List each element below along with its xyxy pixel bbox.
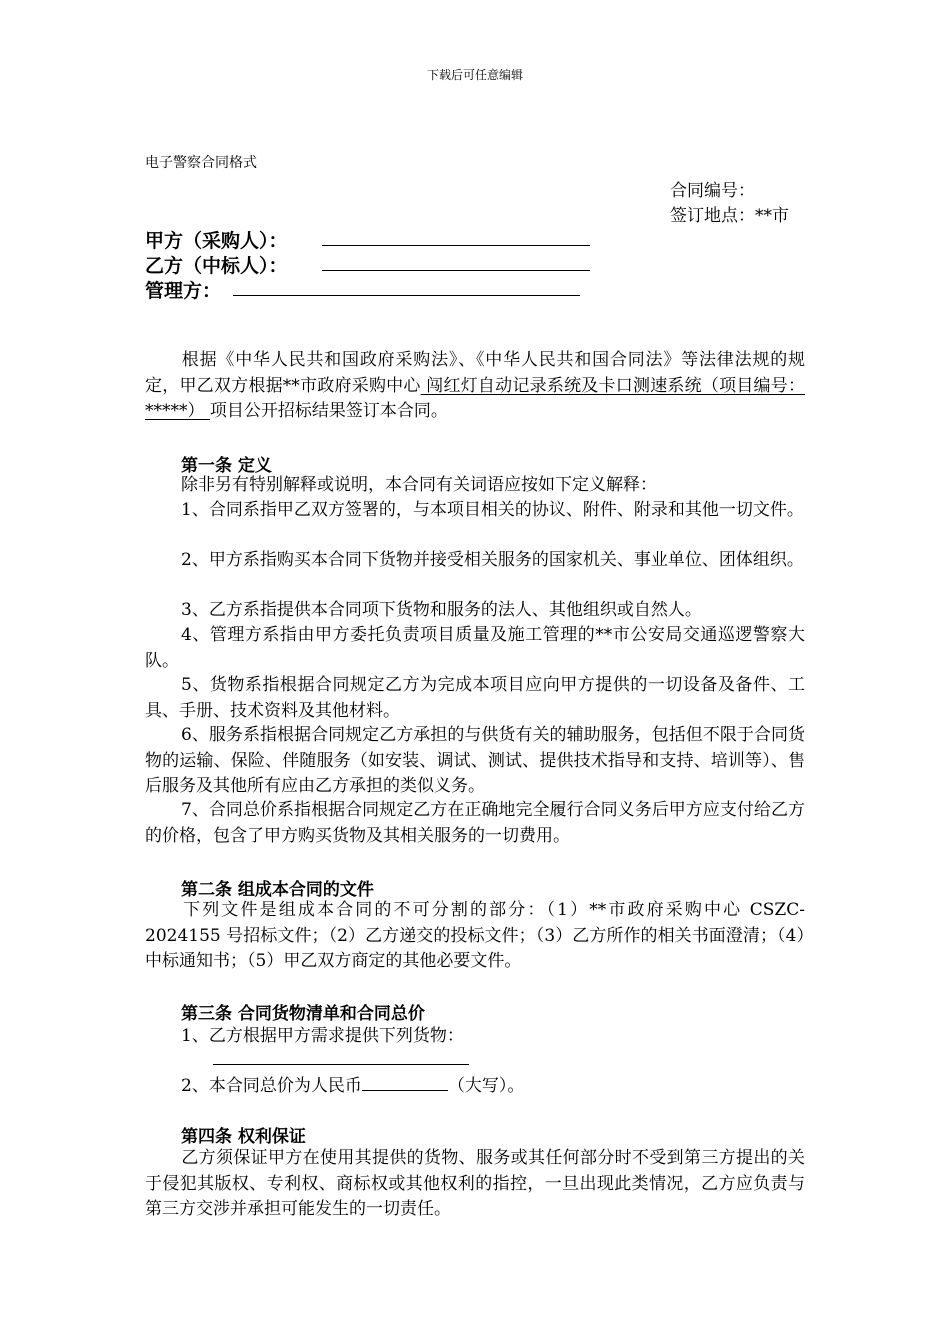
contract-number-label: 合同编号： (670, 181, 755, 201)
article-1-heading: 第一条 定义 (181, 456, 272, 476)
article-2-heading: 第二条 组成本合同的文件 (181, 880, 374, 900)
article-1-item-4 (145, 623, 805, 674)
header-note: 下载后可任意编辑 (426, 68, 523, 82)
manager-blank-line (233, 295, 580, 296)
party-b-label: 乙方（中标人）： (145, 255, 288, 277)
party-b-blank-line (322, 270, 590, 271)
article-3-heading: 第三条 合同货物清单和合同总价 (181, 1004, 425, 1024)
article-3-item-1: 1、乙方根据甲方需求提供下列货物： (181, 1026, 464, 1046)
article-4-text: 乙方须保证甲方在使用其提供的货物、服务或其任何部分时不受到第三方提出的关于侵犯其版权、专利权、商标权或其他权利的指控，一旦出现此类情况，乙方应负责与第三方交涉并承担可能发生的一切责任。 (145, 1148, 805, 1219)
article-1-item-7 (145, 798, 805, 849)
article-1-item-6-text: 6、服务系指根据合同规定乙方承担的与供货有关的辅助服务，包括但不限于合同货物的运输、保险、伴随服务（如安装、调试、测试、提供技术指导和支持、培训等）、售后服务及其他所有应由乙方承担的类似义务。 (145, 725, 805, 796)
goods-list-blank-line (213, 1064, 469, 1065)
article-2-paragraph (145, 898, 805, 975)
party-a-blank-line (322, 245, 590, 246)
article-1-item-3-text: 3、乙方系指提供本合同项下货物和服务的法人、其他组织或自然人。 (181, 600, 702, 620)
article-4-paragraph (145, 1146, 805, 1223)
article-1-item-2 (145, 548, 805, 574)
intro-text-after: 项目公开招标结果签订本合同。 (209, 401, 448, 421)
manager-label: 管理方： (145, 280, 222, 302)
document-title: 电子警察合同格式 (145, 155, 257, 171)
article-1-item-5 (145, 673, 805, 724)
total-price-blank-line (362, 1073, 448, 1091)
article-1-lead (145, 473, 805, 499)
intro-project-name: 闯红灯自动记录系统及卡口测速系统（项目编号：*****） (145, 375, 806, 421)
article-1-lead-text: 除非另有特别解释或说明，本合同有关词语应按如下定义解释： (181, 475, 657, 495)
signing-place-label: 签订地点：**市 (670, 206, 789, 226)
article-1-item-3 (145, 598, 805, 624)
total-price-label: 2、本合同总价为人民币 (181, 1076, 362, 1096)
party-a-label: 甲方（采购人）： (145, 230, 288, 252)
article-1-item-6 (145, 723, 805, 800)
total-price-suffix: （大写）。 (447, 1076, 525, 1096)
article-1-item-4-text: 4、管理方系指由甲方委托负责项目质量及施工管理的**市公安局交通巡逻警察大队。 (145, 625, 805, 671)
article-1-item-7-text: 7、合同总价系指根据合同规定乙方在正确地完全履行合同义务后甲方应支付给乙方的价格，包含了甲方购买货物及其相关服务的一切费用。 (145, 800, 805, 846)
article-1-item-2-text: 2、甲方系指购买本合同下货物并接受相关服务的国家机关、事业单位、团体组织。 (181, 550, 804, 570)
intro-text-before: 根据《中华人民共和国政府采购法》、《中华人民共和国合同法》等法律法规的规定，甲乙双方根据**市政府采购中心 (145, 350, 805, 396)
article-4-heading: 第四条 权利保证 (181, 1127, 306, 1147)
article-2-text: 下列文件是组成本合同的不可分割的部分：（1）**市政府采购中心 CSZC-2024155 号招标文件；（2）乙方递交的投标文件；（3）乙方所作的相关书面澄清；（4）中标通知书；（5）甲乙双方商定的其他必要文件。 (145, 900, 805, 971)
article-1-item-5-text: 5、货物系指根据合同规定乙方为完成本项目应向甲方提供的一切设备及备件、工具、手册、技术资料及其他材料。 (145, 675, 805, 721)
article-1-item-1-text: 1、合同系指甲乙双方签署的，与本项目相关的协议、附件、附录和其他一切文件。 (181, 500, 804, 520)
article-3-item-2 (181, 1071, 524, 1096)
intro-paragraph (145, 348, 805, 425)
article-1-item-1 (145, 498, 805, 524)
